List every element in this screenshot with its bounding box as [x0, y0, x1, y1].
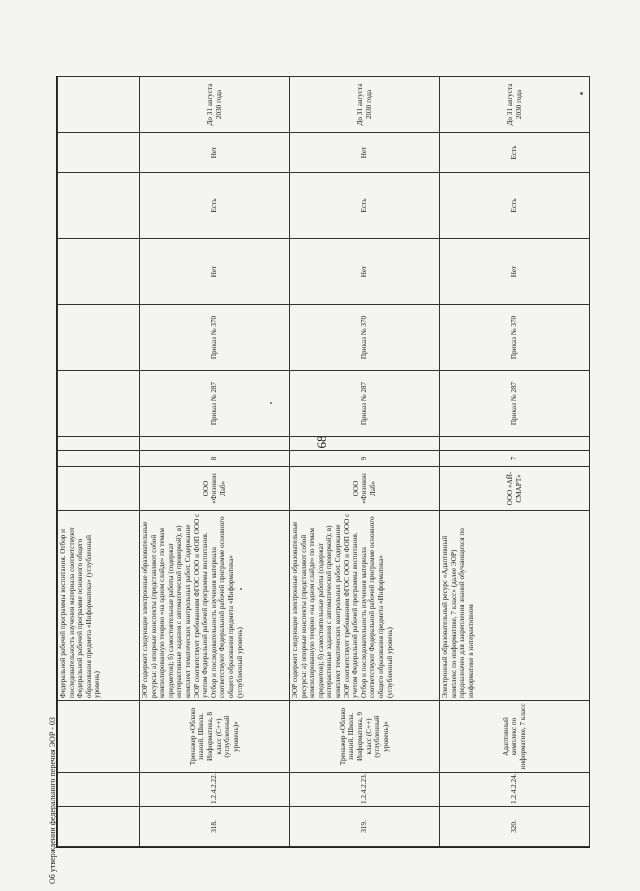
flag-c-cell: Есть	[440, 133, 590, 173]
flag-b-cell: Есть	[440, 173, 590, 239]
order-370-cell: Приказ № 370	[140, 305, 290, 371]
flag-c-cell: Нет	[290, 133, 440, 173]
developer-name-cell	[58, 467, 140, 511]
empty-cell-cell	[440, 437, 590, 451]
item-code-cell: 1.2.4.2.22.	[140, 773, 290, 807]
resource-description-cell: Федеральной рабочей программы воспитания. Отбор и последовательность изучения материала соответствуют Федеральной рабочей программе основного общего образования предмета «Информатика» (углубленный уровень)	[58, 511, 140, 701]
footer-note: Об утверждении федерального перечня ЭОР - 03	[48, 717, 57, 884]
deadline-cell	[58, 77, 140, 133]
flag-b-cell: Есть	[140, 173, 290, 239]
resource-name-cell: Адаптивный комплекс по информатике, 7 класс	[440, 701, 590, 773]
flag-c-cell	[58, 133, 140, 173]
scan-speck	[270, 402, 272, 404]
item-code-cell: 1.2.4.2.24.	[440, 773, 590, 807]
developer-name-cell: ООО «Физикон Лаб»	[290, 467, 440, 511]
flag-b-cell: Есть	[290, 173, 440, 239]
row-number-cell: 319.	[290, 807, 440, 847]
grade-level-cell: 8	[140, 451, 290, 467]
flag-a-cell: Нет	[290, 239, 440, 305]
resource-description-cell: ЭОР содержит следующие электронные образовательные ресурсы: а) опорные конспекты (представляют собой компилированную теорию «на одном слайде» по темам предметов); б) самостоятельные работы (содержат интерактивные задания с автоматической проверкой); в) комплект тематических контрольных работ. Содержание ЭОР соответствует требованиям ФГОС ООО и ФОП ООО с учетом Федеральной рабочей программы воспитания. Отбор и последовательность изучения материала соответствуют Федеральной рабочей программе основного общего образования предмета «Информатика» (углубленный уровень)	[140, 511, 290, 701]
grade-level-cell: 9	[290, 451, 440, 467]
row-number-cell	[58, 807, 140, 847]
scan-speck	[580, 92, 583, 95]
resource-table-frame	[56, 76, 590, 848]
resource-name-cell	[58, 701, 140, 773]
rotated-table-container	[57, 77, 589, 847]
table-row	[58, 77, 140, 847]
deadline-cell: До 31 августа 2030 года	[140, 77, 290, 133]
order-370-cell	[58, 305, 140, 371]
table-row	[290, 77, 440, 847]
deadline-cell: До 31 августа 2030 года	[440, 77, 590, 133]
order-370-cell: Приказ № 370	[290, 305, 440, 371]
developer-name-cell: ООО «Физикон Лаб»	[140, 467, 290, 511]
page-number: 68	[314, 435, 329, 449]
empty-cell-cell	[58, 437, 140, 451]
scan-speck	[240, 588, 242, 590]
flag-a-cell	[58, 239, 140, 305]
order-370-cell: Приказ № 370	[440, 305, 590, 371]
flag-c-cell: Нет	[140, 133, 290, 173]
order-287-cell: Приказ № 287	[140, 371, 290, 437]
resource-description-cell: Электронный образовательный ресурс «Адаптивный комплекс по информатике, 7 класс» (далее ЭОР) предназначен для закрепления знаний обучающихся по информатике в интерактивном	[440, 511, 590, 701]
order-287-cell	[58, 371, 140, 437]
grade-level-cell: 7	[440, 451, 590, 467]
developer-name-cell: ООО «АЙ-СМАРТ»	[440, 467, 590, 511]
flag-a-cell: Нет	[440, 239, 590, 305]
row-number-cell: 320.	[440, 807, 590, 847]
row-number-cell: 318.	[140, 807, 290, 847]
deadline-cell: До 31 августа 2030 года	[290, 77, 440, 133]
resource-name-cell: Тренажер «Облако знаний. Школа. Информатика, 9 класс (С++) (углубленный уровень)»	[290, 701, 440, 773]
flag-b-cell	[58, 173, 140, 239]
flag-a-cell: Нет	[140, 239, 290, 305]
resource-name-cell: Тренажер «Облако знаний. Школа. Информатика, 8 класс (С++) (углубленный уровень)»	[140, 701, 290, 773]
item-code-cell: 1.2.4.2.23.	[290, 773, 440, 807]
order-287-cell: Приказ № 287	[440, 371, 590, 437]
table-row	[140, 77, 290, 847]
table-row	[440, 77, 590, 847]
empty-cell-cell	[140, 437, 290, 451]
order-287-cell: Приказ № 287	[290, 371, 440, 437]
resource-description-cell: ЭОР содержит следующие электронные образовательные ресурсы: а) опорные конспекты (представляют собой компилированную теорию «на одном слайде» по темам предметов); б) самостоятельные работы (содержат интерактивные задания с автоматической проверкой); в) комплект тематических контрольных работ. Содержание ЭОР соответствует требованиям ФГОС ООО и ФОП ООО с учетом Федеральной рабочей программы воспитания. Отбор и последовательность изучения материала соответствуют Федеральной рабочей программе основного общего образования предмета «Информатика» (углубленный уровень)	[290, 511, 440, 701]
resource-table	[57, 76, 590, 847]
item-code-cell	[58, 773, 140, 807]
grade-level-cell	[58, 451, 140, 467]
empty-cell-cell	[290, 437, 440, 451]
